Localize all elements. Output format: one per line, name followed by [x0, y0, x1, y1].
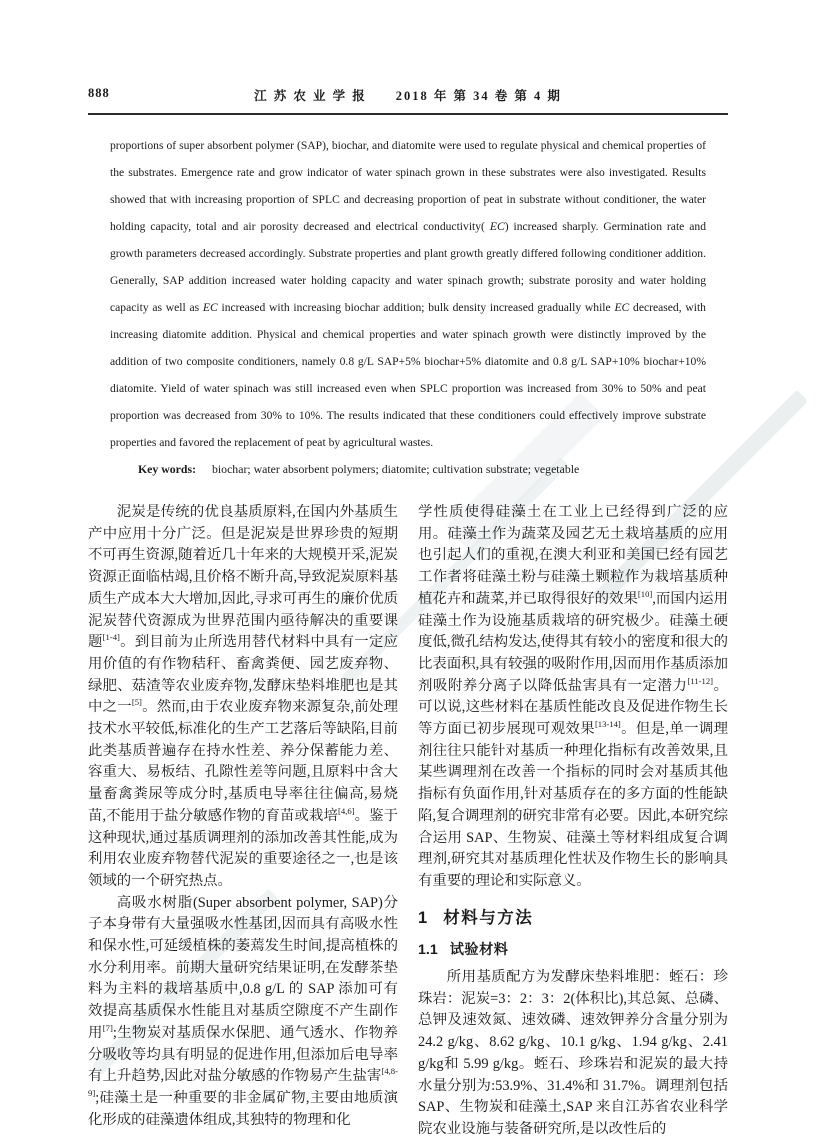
keywords-line — [110, 456, 706, 483]
keywords-label: Key words: — [138, 462, 196, 476]
section-number: 1 — [418, 908, 428, 927]
abstract-text: proportions of super absorbent polymer (SAP), biochar, and diatomite were used to regulate physical and chemical properties of the substrates. Emergence rate and grow indicator of water spinach grown in these substrates were also investigated. Results showed that with increasing proportion of SPLC and decreasing proportion of peat in substrate without conditioner, the water holding capacity, total and air porosity decreased and electrical conductivity( EC) increased sharply. Germination rate and growth parameters decreased accordingly. Substrate properties and plant growth greatly differed following conditioner addition. Generally, SAP addition increased water holding capacity and water spinach growth; substrate porosity and water holding capacity as well as EC increased with increasing biochar addition; bulk density increased gradually while EC decreased, with increasing diatomite addition. Physical and chemical properties and water spinach growth were distinctly improved by the addition of two composite conditioners, namely 0.8 g/L SAP+5% biochar+5% diatomite and 0.8 g/L SAP+10% biochar+10% diatomite. Yield of water spinach was still increased even when SPLC proportion was increased from 30% to 50% and peat proportion was decreased from 30% to 10%. The results indicated that these conditioners could effectively improve substrate properties and favored the replacement of peat by agricultural wastes. — [110, 139, 706, 449]
right-column — [418, 502, 728, 1141]
keywords-text: biochar; water absorbent polymers; diatomite; cultivation substrate; vegetable — [212, 462, 580, 476]
paragraph-diatomite-continued: 学性质使得硅藻土在工业上已经得到广泛的应用。硅藻土作为蔬菜及园艺无土栽培基质的应用也引起人们的重视,在澳大利亚和美国已经有园艺工作者将硅藻土粉与硅藻土颗粒作为栽培基质种植花卉和蔬菜,并已取得很好的效果[10],而国内运用硅藻土作为设施基质栽培的研究极少。硅藻土硬度低,微孔结构发达,使得其有较小的密度和很大的比表面积,具有较强的吸附作用,因而用作基质添加剂吸附养分离子以降低盐害具有一定潜力[11-12]。可以说,这些材料在基质性能改良及促进作物生长等方面已初步展现可观效果[13-14]。但是,单一调理剂往往只能针对基质一种理化指标有改善效果,且某些调理剂在改善一个指标的同时会对基质其他指标有负面作用,针对基质存在的多方面的性能缺陷,复合调理剂的研究非常有必要。因此,本研究综合运用 SAP、生物炭、硅藻土等材料组成复合调理剂,研究其对基质理化性状及作物生长的影响具有重要的理论和实际意义。 — [418, 504, 728, 889]
subsection-title: 试验材料 — [449, 942, 509, 959]
page-number: 888 — [88, 86, 110, 100]
subsection-number: 1.1 — [418, 942, 438, 959]
paragraph-sap-biochar-diatomite: 高吸水树脂(Super absorbent polymer, SAP)分子本身带有大量强吸水性基团,因而具有高吸水性和保水性,可延缓植株的萎蔫发生时间,提高植株的水分利用率。前期大量研究结果证明,在发酵茶垫料为主料的栽培基质中,0.8 g/L 的 SAP 添加可有效提高基质保水性能且对基质空隙度不产生副作用[7];生物炭对基质保水保肥、通气透水、作物养分吸收等均具有明显的促进作用,但添加后电导率有上升趋势,因此对盐分敏感的作物易产生盐害[4,8-9];硅藻土是一种重要的非金属矿物,主要由地质演化形成的硅藻遗体组成,其独特的物理和化 — [88, 894, 398, 1128]
section-title: 材料与方法 — [443, 908, 534, 927]
section-heading-materials-methods — [418, 908, 728, 930]
journal-title: 江 苏 农 业 学 报 2018 年 第 34 卷 第 4 期 — [254, 89, 562, 103]
paragraph-intro-peat: 泥炭是传统的优良基质原料,在国内外基质生产中应用十分广泛。但是泥炭是世界珍贵的短期不可再生资源,随着近几十年来的大规模开采,泥炭资源正面临枯竭,且价格不断升高,导致泥炭原料基质生产成本大大增加,因此,寻求可再生的廉价优质泥炭替代资源成为世界范围内亟待解决的重要课题[1-4]。到目前为止所选用替代材料中具有一定应用价值的有作物秸秆、畜禽粪便、园艺废弃物、绿肥、菇渣等农业废弃物,发酵床垫料堆肥也是其中之一[5]。然而,由于农业废弃物来源复杂,前处理技术水平较低,标准化的生产工艺落后等缺陷,目前此类基质普遍存在持水性差、养分保蓄能力差、容重大、易板结、孔隙性差等问题,且原料中含大量畜禽粪尿等成分时,基质电导率往往偏高,易烧苗,不能用于盐分敏感作物的育苗或栽培[4,6]。鉴于这种现状,通过基质调理剂的添加改善其性能,成为利用农业废弃物替代泥炭的重要途径之一,也是该领域的一个研究热点。 — [88, 504, 398, 889]
subsection-heading-test-materials — [418, 940, 728, 962]
header-rule — [88, 113, 728, 115]
english-abstract-section — [88, 132, 728, 483]
left-column — [88, 502, 398, 1141]
paragraph-substrate-formula: 所用基质配方为发酵床垫料堆肥：蛭石：珍珠岩：泥炭=3：2：3：2(体积比),其总氮、总磷、总钾及速效氮、速效磷、速效钾养分含量分别为 24.2 g/kg、8.62 g/kg、10.1 g/kg、1.94 g/kg、2.41 g/kg和 5.99 g/kg。蛭石、珍珠岩和泥炭的最大持水量分别为:53.9%、31.4%和 31.7%。调理剂包括 SAP、生物炭和硅藻土,SAP 来自江苏省农业科学院农业设施与装备研究所,是以改性后的 — [418, 969, 728, 1137]
body-columns — [88, 502, 728, 1141]
page-header — [88, 86, 728, 104]
